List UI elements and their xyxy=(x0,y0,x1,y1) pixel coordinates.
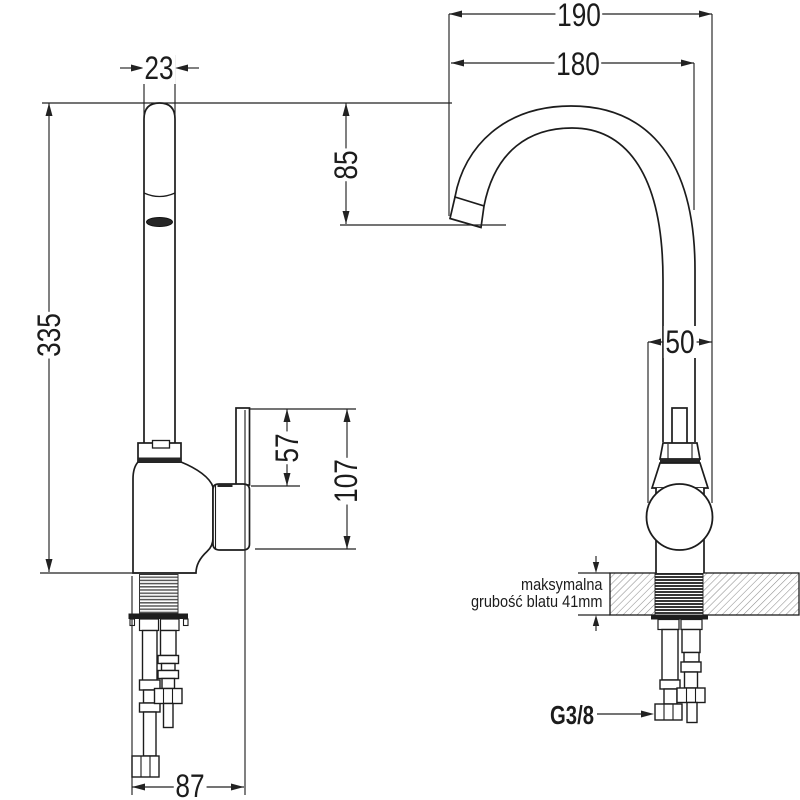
dim-knob-diameter-label: 50 xyxy=(665,324,695,360)
dim-handle-total-label: 107 xyxy=(328,459,364,503)
thread-size-label: G3/8 xyxy=(550,700,594,730)
handle-knob xyxy=(647,484,713,550)
hose-nut xyxy=(677,688,705,703)
collar-notch xyxy=(153,441,170,449)
handle-lever-side xyxy=(236,408,250,485)
threaded-shank-side xyxy=(140,575,179,614)
spout-tube xyxy=(144,103,175,445)
hose-nut xyxy=(132,756,159,777)
dim-base-depth-label: 87 xyxy=(175,768,205,800)
swan-neck-outer xyxy=(455,106,695,442)
countertop xyxy=(610,573,799,615)
dim-reach-spout-label: 180 xyxy=(556,46,600,82)
swan-neck-inner xyxy=(484,128,663,442)
hose-nut-g38 xyxy=(655,704,682,720)
aerator-outlet xyxy=(147,218,173,227)
left-view-side xyxy=(129,103,250,777)
handle-dome xyxy=(213,484,250,550)
dim-spout-drop-label: 85 xyxy=(328,150,364,180)
faucet-body-side xyxy=(133,462,213,573)
spout-outlet-tip xyxy=(450,197,484,228)
supply-hoses-side xyxy=(132,631,182,778)
countertop-thickness-note xyxy=(470,577,602,610)
supply-hoses-front xyxy=(655,630,705,723)
handle-lever-front xyxy=(672,408,687,446)
collar-dark-band xyxy=(138,458,181,463)
mounting-plate-front xyxy=(651,615,708,620)
dim-reach-overall-label: 190 xyxy=(557,0,601,33)
dim-total-height-label: 335 xyxy=(31,313,67,357)
dim-handle-top-label: 57 xyxy=(269,433,305,463)
dimension-lines xyxy=(40,14,712,795)
mounting-plate-side xyxy=(129,614,189,620)
dim-spout-width-label: 23 xyxy=(144,50,174,86)
right-view-front xyxy=(450,106,799,723)
threaded-shank-front xyxy=(655,573,703,615)
lever-joint xyxy=(218,484,233,488)
note-line-2: grubość blatu 41mm xyxy=(470,592,602,611)
note-line-1: maksymalna xyxy=(520,576,602,594)
hose-nut xyxy=(155,689,183,704)
